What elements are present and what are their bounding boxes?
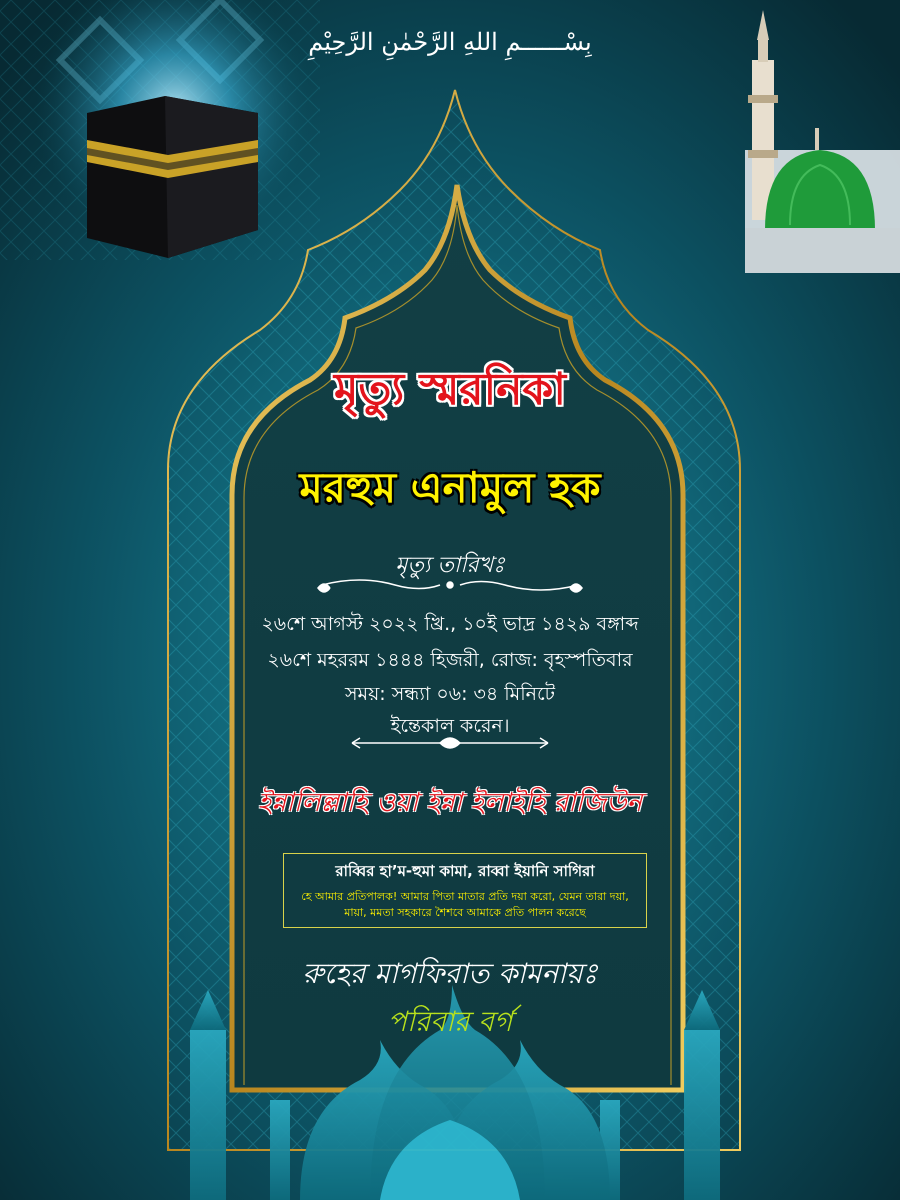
time-line: সময়: সন্ধ্যা ০৬: ৩৪ মিনিটে	[344, 683, 555, 705]
date-line: ২৬শে আগস্ট ২০২২ খ্রি., ১০ই ভাদ্র ১৪২৯ বঙ্গাব্দ	[261, 613, 639, 635]
prayer-calligraphy: ইন্নালিল্লাহি ওয়া ইন্না ইলাইহি রাজিউন	[257, 788, 643, 818]
date-label: মৃত্যু তারিখঃ	[395, 553, 505, 578]
page-title: মৃত্যু স্মরনিকা	[334, 364, 566, 415]
dua-box	[283, 853, 647, 928]
date-line: ২৬শে মহররম ১৪৪৪ হিজরী, রোজ: বৃহস্পতিবার	[267, 649, 633, 671]
family-signature: পরিবার বর্গ	[387, 1005, 513, 1038]
kaaba-image	[87, 96, 258, 258]
dua-translation: হে আমার প্রতিপালক! আমার পিতা মাতার প্রতি দয়া করো, যেমন তারা দয়া, মায়া, মমতা সহকারে শৈশবে আমাকে প্রতি পালন করেছে	[301, 890, 629, 919]
dua-title: রাব্বির হা’ম-হুমা কামা, রাব্বা ইয়ানি সাগিরা	[335, 862, 595, 880]
deceased-name: মরহুম এনামুল হক	[299, 463, 601, 512]
passed-away-line: ইন্তেকাল করেন।	[390, 715, 510, 737]
bismillah-calligraphy: بِسْــــــمِ اللهِ الرَّحْمٰنِ الرَّحِيْمِ	[308, 28, 592, 56]
wish-text: রুহের মাগফিরাত কামনায়ঃ	[302, 957, 598, 990]
